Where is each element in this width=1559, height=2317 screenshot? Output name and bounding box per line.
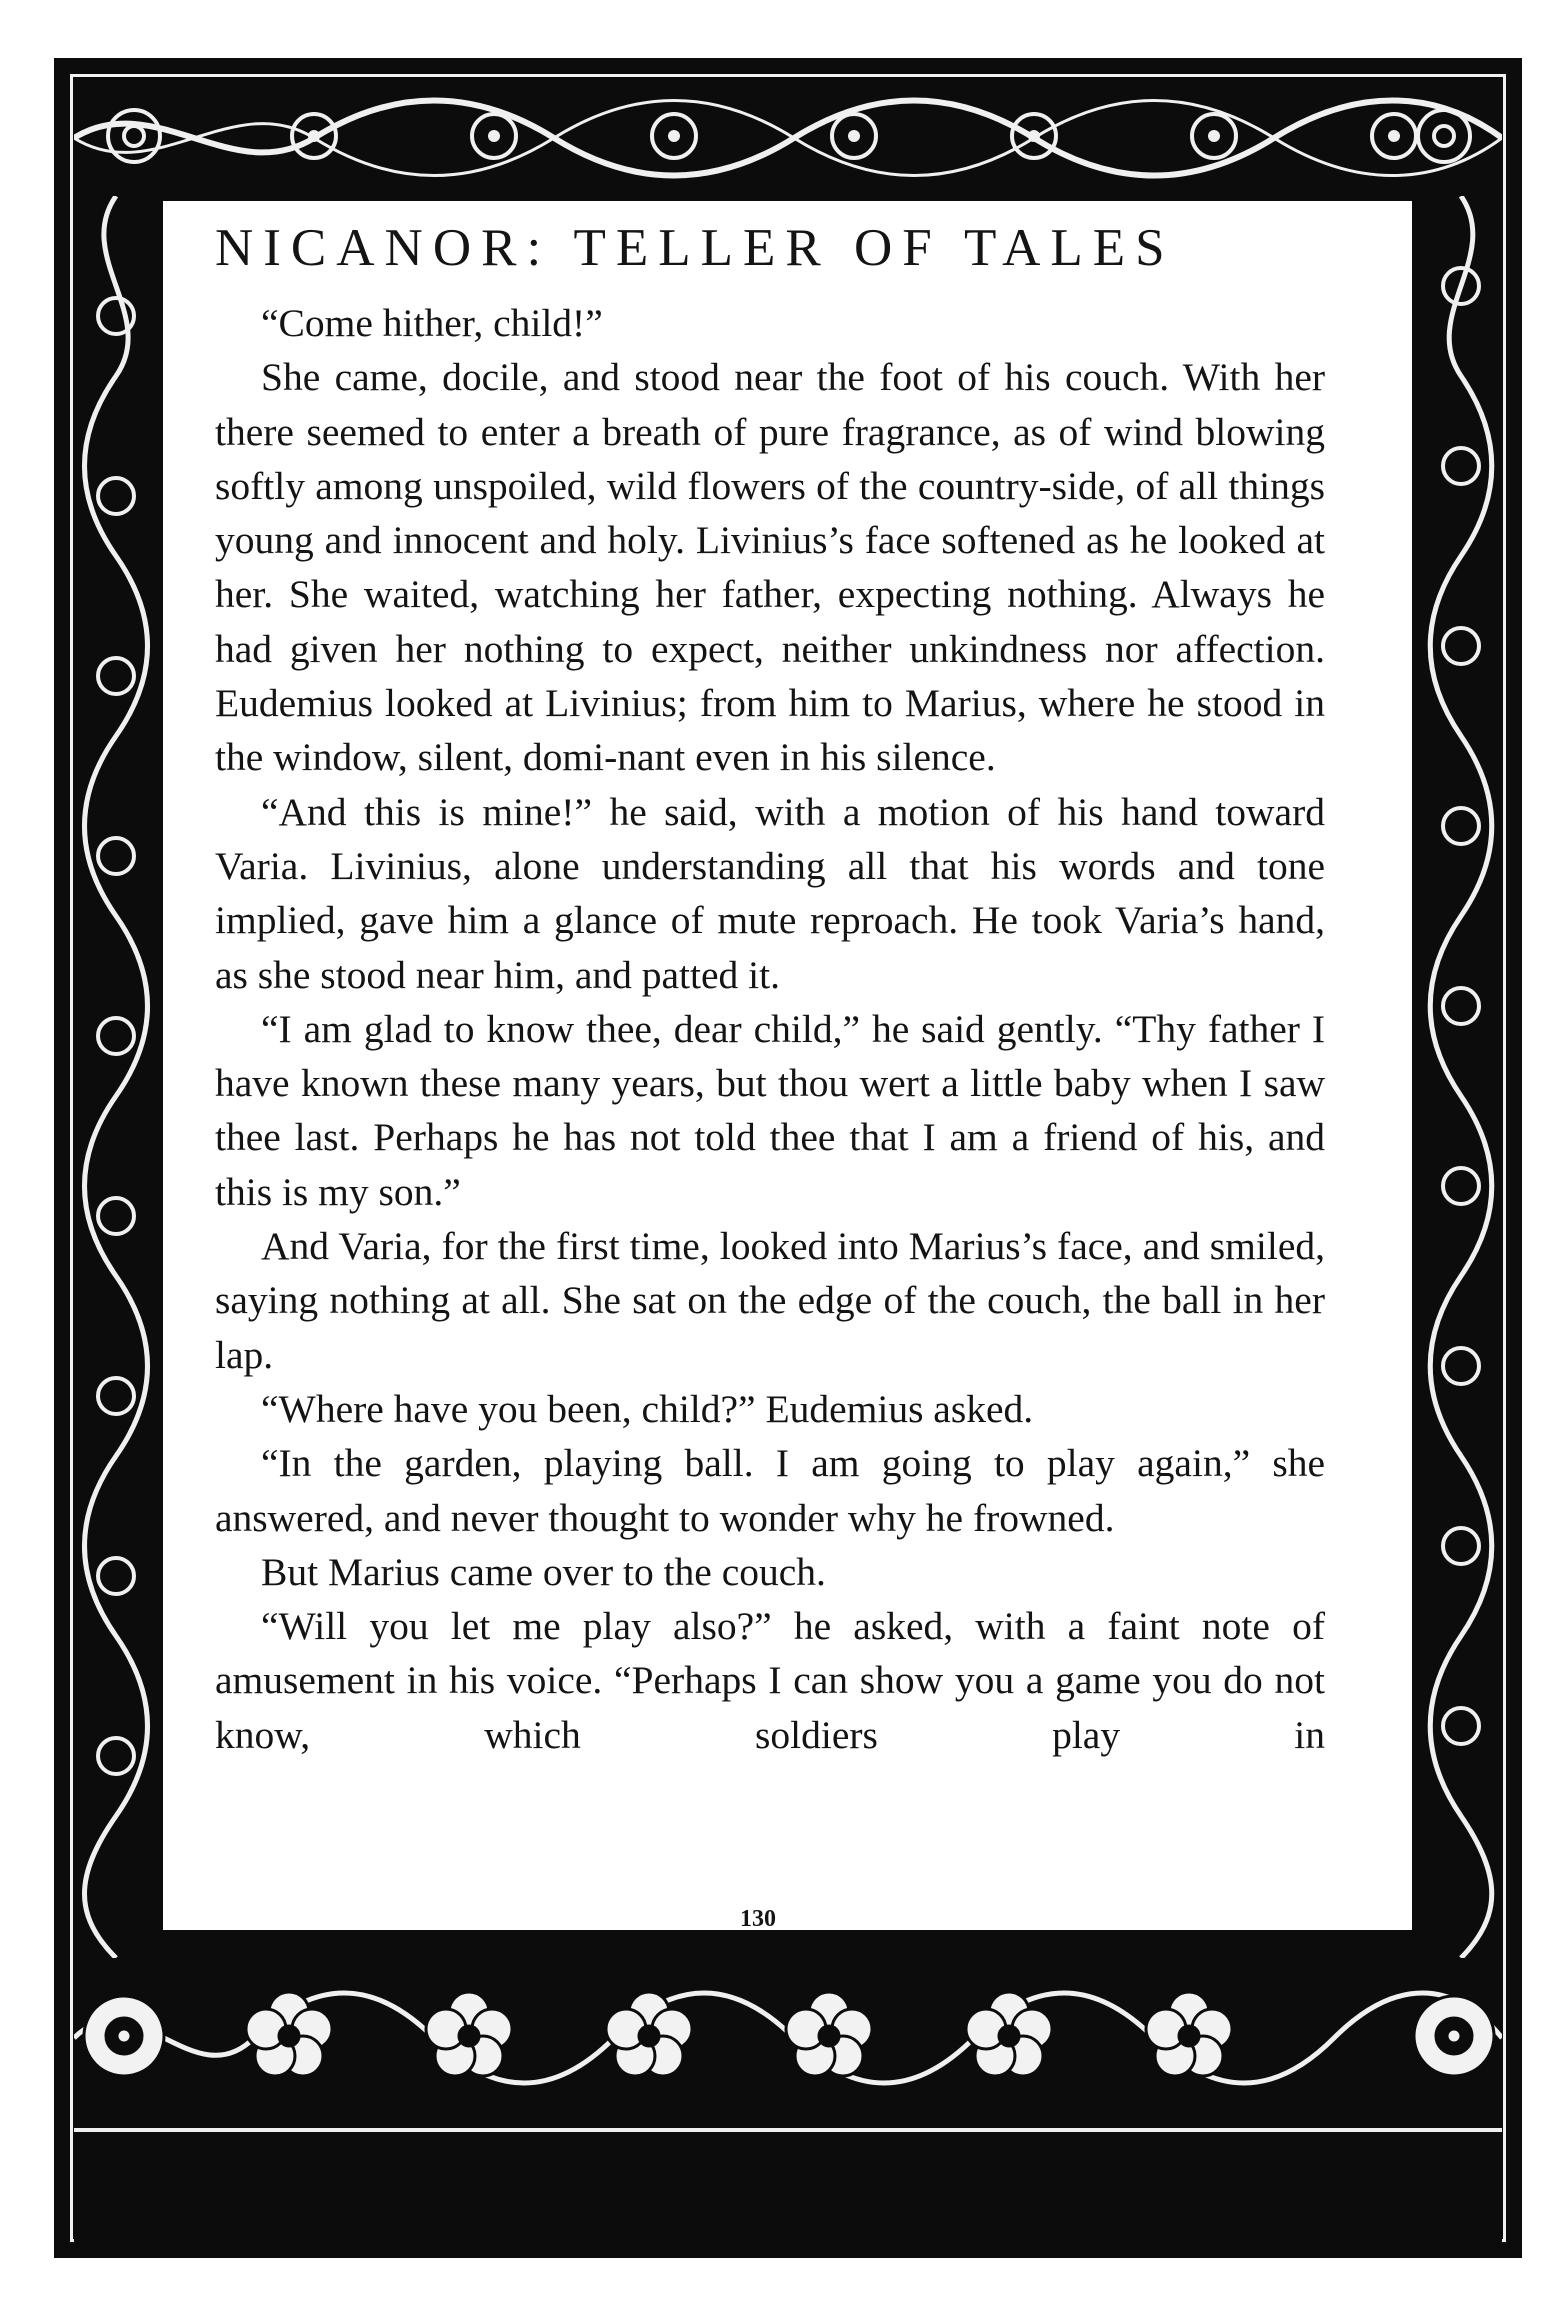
page-number: 130 [740, 1906, 776, 1932]
page-body [215, 296, 1325, 1762]
top-ornament-band [74, 78, 1502, 196]
running-title: NICANOR: TELLER OF TALES [215, 219, 1175, 277]
paragraph: “Come hither, child!” [261, 301, 603, 345]
paragraph: She came, docile, and stood near the foot of his couch. With her there seemed to enter a breath of pure fragrance, as of wind blowing softly among unspoiled, wild flowers of the country-side, of all things young and innocent and holy. Livinius’s face softened as he looked at her. She waited, watching her father, expecting nothing. Always he had given her nothing to expect, neither unkindness nor affection. Eudemius looked at Livinius; from him to Marius, where he stood in the window, silent, domi-nant even in his silence. [215, 355, 1325, 780]
paragraph: “Where have you been, child?” Eudemius asked. [261, 1386, 1034, 1431]
paragraph: “In the garden, playing ball. I am going to play again,” she answered, and never thought to wonder why he frowned. [215, 1441, 1325, 1540]
paragraph: But Marius came over to the couch. [261, 1549, 826, 1594]
paragraph: “Will you let me play also?” he asked, with a faint note of amusement in his voice. “Perhaps I can show you a game you do not know, which soldiers play in [215, 1604, 1325, 1757]
paragraph: “And this is mine!” he said, with a motion of his hand toward Varia. Livinius, alone understanding all that his words and tone implied, gave him a glance of mute reproach. He took Varia’s hand, as she stood near him, and patted it. [215, 789, 1325, 997]
left-ornament-band [74, 196, 158, 1958]
vine-scroll-ornament [74, 78, 1502, 196]
paragraph: “I am glad to know thee, dear child,” he said gently. “Thy father I have known these many years, but thou wert a little baby when I saw thee last. Perhaps he has not told thee that I am a friend of his, and this is my son.” [215, 1006, 1325, 1214]
flower-ornament [74, 1958, 1502, 2242]
vine-scroll-ornament [1420, 196, 1502, 1958]
bottom-ornament-band [74, 1958, 1502, 2242]
paragraph: And Varia, for the first time, looked into Marius’s face, and smiled, saying nothing at all. She sat on the edge of the couch, the ball in her lap. [215, 1224, 1325, 1377]
vine-scroll-ornament [74, 196, 158, 1958]
right-ornament-band [1420, 196, 1502, 1958]
